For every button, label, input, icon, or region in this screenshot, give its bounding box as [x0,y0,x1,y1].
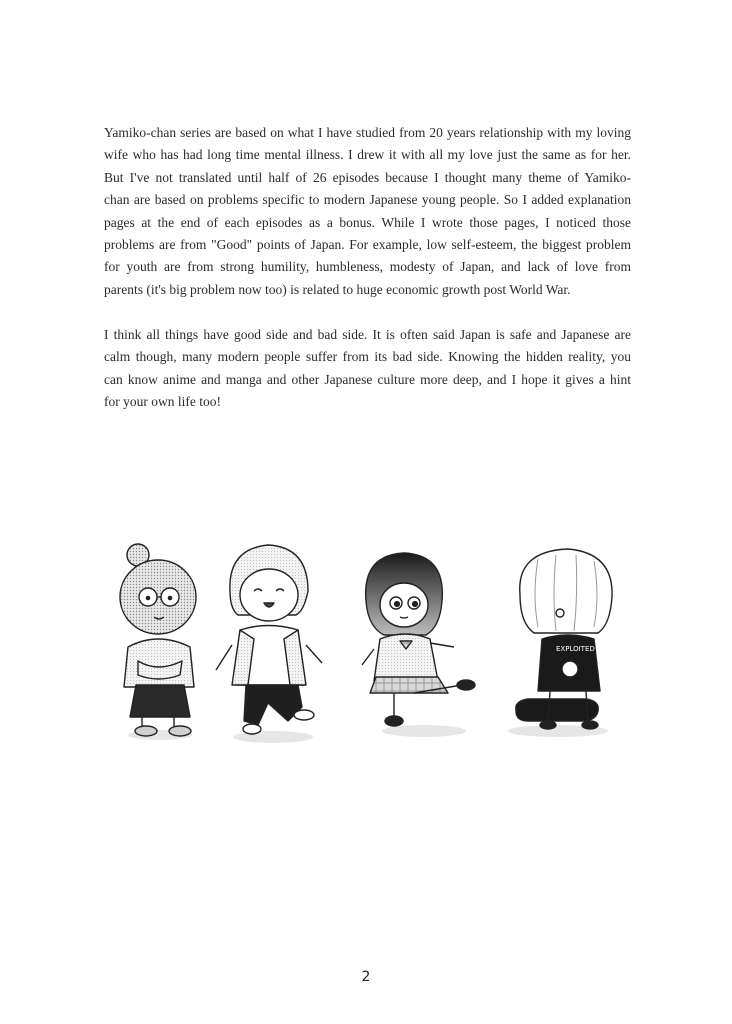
text-line: for youth are from strong humility, humbleness, modesty of Japan, and lack of love from [104,259,631,275]
text-line: problems are from "Good" points of Japan. For example, low self-esteem, the biggest problem [104,237,631,253]
text-line: wife who has had long time mental illness. I drew it with all my love just the same as for her. [104,147,631,163]
page-number: 2 [361,969,371,985]
text-line: But I've not translated until half of 26 episodes because I thought many theme of Yamiko- [104,169,631,185]
yamiko-girl-character [362,553,475,737]
paragraph-conclusion [104,324,631,414]
text-line: calm though, many modern people suffer from its bad side. Knowing the hidden reality, you [104,349,631,365]
text-line: for your own life too! [104,394,221,410]
text-line: pages at the end of each episodes as a bonus. While I wrote those pages, I noticed those [104,214,631,230]
grandmother-character [120,544,196,740]
text-line: chan are based on problems specific to modern Japanese young people. So I added explanation [104,192,631,208]
paragraph-intro [104,122,631,301]
character-illustration [108,535,628,750]
boy-character [216,545,322,743]
text-line: can know anime and manga and other Japanese culture more deep, and I hope it gives a hint [104,371,631,387]
tshirt-print-text: EXPLOITED [556,645,595,653]
text-line: parents (it's big problem now too) is related to huge economic growth post World War. [104,281,571,297]
text-line: Yamiko-chan series are based on what I have studied from 20 years relationship with my loving [104,125,631,140]
text-line: I think all things have good side and bad side. It is often said Japan is safe and Japanese are [104,327,631,342]
long-hair-guitarist-character [508,549,612,737]
